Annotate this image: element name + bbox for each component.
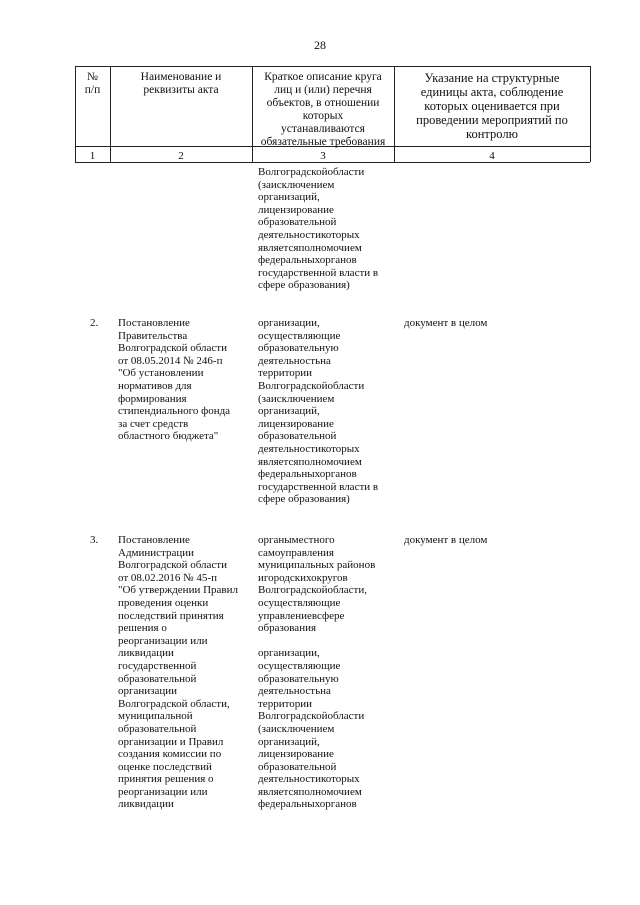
text-line bbox=[258, 456, 389, 469]
text-line: организации и Правил bbox=[118, 735, 224, 748]
text-line bbox=[258, 418, 389, 431]
text-line: принятия решения о bbox=[118, 773, 214, 786]
text-line bbox=[258, 481, 389, 494]
word: лицензирование bbox=[258, 203, 334, 216]
number-row-bottom-border bbox=[75, 162, 590, 163]
text-line bbox=[258, 405, 389, 418]
word: лицензирование bbox=[258, 748, 334, 761]
word: области bbox=[327, 166, 365, 178]
word: сфере bbox=[317, 609, 345, 622]
text-line: образовательной bbox=[118, 672, 197, 685]
text-line bbox=[258, 572, 389, 585]
word: является bbox=[258, 455, 299, 468]
text-line bbox=[258, 597, 389, 610]
structural-units: документ в целом bbox=[404, 317, 488, 329]
word: местного bbox=[291, 534, 335, 546]
word: органов bbox=[319, 798, 357, 811]
text-line bbox=[258, 279, 389, 292]
text-line: последствий принятия bbox=[118, 609, 224, 622]
word: территории bbox=[258, 697, 313, 710]
word: (за bbox=[258, 722, 271, 735]
header-description: Краткое описание круга лиц и (или) перечня объектов, в отношении которых устанавливаются обязательные требования bbox=[260, 71, 386, 148]
text-line bbox=[258, 355, 389, 368]
text-line bbox=[258, 430, 389, 443]
word: (за bbox=[258, 392, 271, 405]
text-line bbox=[258, 204, 389, 217]
word: округов bbox=[311, 571, 348, 584]
text-line bbox=[258, 673, 389, 686]
text-line: Правительства bbox=[118, 329, 188, 342]
word: организации, bbox=[258, 317, 320, 329]
structural-units: документ в целом bbox=[404, 534, 488, 546]
word: образовательную bbox=[258, 672, 339, 685]
text-line bbox=[258, 179, 389, 192]
text-line bbox=[258, 317, 389, 330]
text-line bbox=[258, 330, 389, 343]
text-line: образовательной bbox=[118, 722, 197, 735]
word: полномочием bbox=[298, 455, 362, 468]
row-number: 2. bbox=[90, 317, 99, 329]
text-line: Постановление bbox=[118, 534, 190, 546]
text-line bbox=[258, 267, 389, 280]
word: (за bbox=[258, 178, 271, 191]
text-line bbox=[258, 647, 389, 660]
word: образовательной bbox=[258, 430, 337, 443]
word: в bbox=[311, 609, 317, 622]
text-line: от 08.02.2016 № 45-п bbox=[118, 571, 217, 584]
word: образовательной bbox=[258, 216, 337, 229]
word: государственной власти в bbox=[258, 480, 379, 493]
word: деятельность bbox=[258, 354, 321, 367]
word: на bbox=[320, 685, 331, 698]
word: образовательную bbox=[258, 342, 339, 355]
text-line bbox=[258, 380, 389, 393]
text-line: стипендиального фонда bbox=[118, 405, 231, 418]
text-line bbox=[258, 660, 389, 673]
word: полномочием bbox=[298, 785, 362, 798]
column-number: 2 bbox=[178, 150, 184, 162]
word: деятельности bbox=[258, 442, 321, 455]
text-line: ликвидации bbox=[118, 647, 174, 660]
text-line bbox=[258, 216, 389, 229]
text-line bbox=[258, 493, 389, 506]
word: государственной власти в bbox=[258, 266, 379, 279]
text-line bbox=[258, 786, 389, 799]
word: осуществляющие bbox=[258, 329, 341, 342]
word: органов bbox=[319, 468, 357, 481]
word: организаций, bbox=[258, 405, 320, 418]
word: которых bbox=[320, 228, 360, 241]
description bbox=[258, 534, 389, 811]
text-line bbox=[258, 547, 389, 560]
page-number: 28 bbox=[314, 38, 326, 52]
text-line: оценке последствий bbox=[118, 760, 212, 773]
word: деятельности bbox=[258, 228, 321, 241]
continuation-description bbox=[258, 166, 389, 292]
text-line: создания комиссии по bbox=[118, 748, 222, 761]
word: организаций, bbox=[258, 191, 320, 204]
word: исключением bbox=[270, 722, 335, 735]
word: федеральных bbox=[258, 798, 320, 811]
text-line bbox=[258, 393, 389, 406]
text-line bbox=[258, 773, 389, 786]
word: области bbox=[327, 710, 365, 723]
text-line bbox=[258, 229, 389, 242]
text-line: решения о bbox=[118, 622, 167, 635]
word: образовательной bbox=[258, 760, 337, 773]
column-number: 1 bbox=[89, 150, 96, 162]
text-line bbox=[258, 685, 389, 698]
word: лицензирование bbox=[258, 417, 334, 430]
word: деятельность bbox=[258, 685, 321, 698]
word: образования bbox=[258, 622, 317, 635]
text-line: формирования bbox=[118, 392, 187, 405]
text-line: проведения оценки bbox=[118, 596, 209, 609]
text-line: Волгоградской области bbox=[118, 342, 227, 355]
word: муниципальных районов bbox=[258, 559, 376, 572]
word: территории bbox=[258, 367, 313, 380]
word: управление bbox=[258, 609, 312, 622]
word: Волгоградской bbox=[258, 584, 328, 597]
word: исключением bbox=[270, 392, 335, 405]
text-line: от 08.05.2014 № 246-п bbox=[118, 354, 223, 367]
text-line: за счет средств bbox=[118, 417, 189, 430]
word: федеральных bbox=[258, 468, 320, 481]
word: самоуправления bbox=[258, 546, 334, 559]
word: осуществляющие bbox=[258, 596, 341, 609]
header-number: № п/п bbox=[84, 71, 101, 96]
word: Волгоградской bbox=[258, 710, 328, 723]
word: Волгоградской bbox=[258, 166, 328, 178]
text-line bbox=[258, 798, 389, 811]
description bbox=[258, 317, 389, 506]
text-line bbox=[258, 559, 389, 572]
word: области, bbox=[327, 584, 367, 597]
text-line bbox=[258, 761, 389, 774]
text-line: нормативов для bbox=[118, 379, 192, 392]
text-line: Волгоградской области bbox=[118, 559, 227, 572]
text-line bbox=[258, 166, 389, 179]
word: полномочием bbox=[298, 241, 362, 254]
word: на bbox=[320, 354, 331, 367]
text-line: областного бюджета" bbox=[118, 430, 219, 443]
word: городских bbox=[263, 571, 312, 584]
word: является bbox=[258, 241, 299, 254]
text-line: государственной bbox=[118, 659, 197, 672]
word: которых bbox=[320, 773, 360, 786]
text-line bbox=[258, 710, 389, 723]
text-line bbox=[258, 698, 389, 711]
text-line: Волгоградской области, bbox=[118, 697, 230, 710]
column-number: 4 bbox=[489, 150, 495, 162]
word: является bbox=[258, 785, 299, 798]
text-line: Постановление bbox=[118, 317, 190, 329]
word: сфере образования) bbox=[258, 279, 350, 292]
text-line: реорганизации или bbox=[118, 634, 208, 647]
text-line bbox=[258, 443, 389, 456]
text-line: Администрации bbox=[118, 546, 195, 559]
column-border bbox=[590, 66, 591, 162]
word: области bbox=[327, 379, 365, 392]
text-line: "Об утверждении Правил bbox=[118, 584, 238, 597]
text-line bbox=[258, 610, 389, 623]
word: организации, bbox=[258, 647, 320, 660]
text-line bbox=[258, 468, 389, 481]
word: осуществляющие bbox=[258, 659, 341, 672]
word: органов bbox=[319, 254, 357, 267]
word: которых bbox=[320, 442, 360, 455]
blank-line bbox=[258, 635, 389, 648]
word: организаций, bbox=[258, 735, 320, 748]
text-line bbox=[258, 748, 389, 761]
header-structural-units: Указание на структурные единицы акта, соблюдение которых оценивается при проведении мероприятий по контролю bbox=[416, 71, 568, 141]
text-line bbox=[258, 622, 389, 635]
text-line bbox=[258, 242, 389, 255]
text-line: ликвидации bbox=[118, 798, 174, 811]
word: исключением bbox=[270, 178, 335, 191]
word: деятельности bbox=[258, 773, 321, 786]
column-number: 3 bbox=[320, 150, 326, 162]
row-number: 3. bbox=[90, 534, 99, 546]
header-act-name: Наименование и реквизиты акта bbox=[140, 71, 222, 96]
text-line bbox=[258, 584, 389, 597]
word: федеральных bbox=[258, 254, 320, 267]
text-line: "Об установлении bbox=[118, 367, 204, 380]
text-line: организации bbox=[118, 685, 178, 698]
word: Волгоградской bbox=[258, 379, 328, 392]
text-line: муниципальной bbox=[118, 710, 193, 723]
act-name bbox=[118, 317, 248, 443]
text-line bbox=[258, 254, 389, 267]
table-top-border bbox=[75, 66, 590, 67]
text-line bbox=[258, 534, 389, 547]
text-line bbox=[258, 342, 389, 355]
text-line bbox=[258, 723, 389, 736]
text-line: реорганизации или bbox=[118, 785, 208, 798]
text-line bbox=[258, 736, 389, 749]
word: сфере образования) bbox=[258, 493, 350, 506]
text-line bbox=[258, 191, 389, 204]
text-line bbox=[258, 367, 389, 380]
word: и bbox=[258, 571, 264, 584]
act-name bbox=[118, 534, 248, 811]
word: органы bbox=[258, 534, 292, 546]
